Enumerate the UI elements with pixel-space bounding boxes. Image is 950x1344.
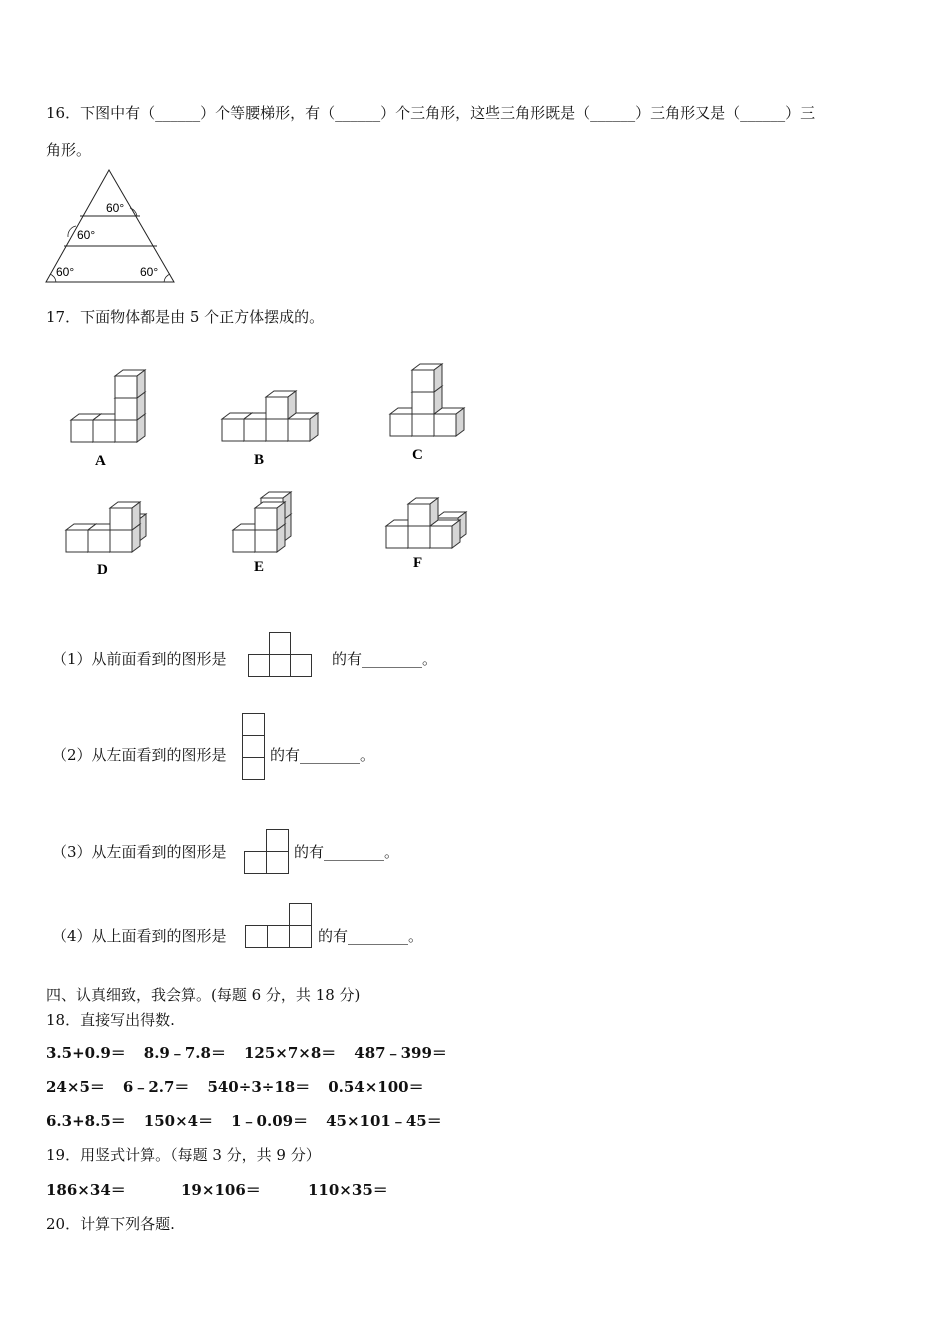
calc-item: 6.3+8.5＝ — [46, 1112, 126, 1130]
q20-title: 20．计算下列各题. — [46, 1215, 175, 1233]
calc-item: 540÷3÷18＝ — [207, 1078, 311, 1096]
q16-text-line2: 角形。 — [46, 141, 92, 159]
figure-label: E — [254, 559, 265, 575]
angle-label: 60° — [77, 228, 96, 242]
calc-item: 150×4＝ — [143, 1112, 214, 1130]
angle-label: 60° — [106, 201, 125, 215]
figure-label: D — [97, 562, 108, 578]
figure-label: F — [413, 555, 423, 571]
calc-item: 8.9﹣7.8＝ — [143, 1044, 226, 1062]
figure-d — [66, 502, 146, 552]
figure-label: C — [412, 447, 423, 463]
calc-item: 487﹣399＝ — [354, 1044, 447, 1062]
q17-sub1-answer: 的有________。 — [332, 650, 438, 668]
q17-sub4-answer: 的有________。 — [318, 927, 424, 945]
figure-e — [233, 492, 291, 552]
angle-label: 60° — [140, 265, 159, 279]
left-view-column-shape — [242, 713, 268, 783]
angle-label: 60° — [56, 265, 75, 279]
q18-row-3 — [46, 1111, 460, 1131]
figure-c — [390, 364, 464, 436]
q19-item: 186×34＝ — [46, 1181, 126, 1199]
q19-title: 19．用竖式计算。（每题 3 分，共 9 分） — [46, 1146, 321, 1164]
top-view-shape — [245, 903, 315, 949]
q17-sub3-answer: 的有________。 — [294, 843, 400, 861]
q17-sub1-prefix: （1）从前面看到的图形是 — [52, 650, 227, 668]
calc-item: 45×101﹣45＝ — [326, 1112, 442, 1130]
calc-item: 6﹣2.7＝ — [122, 1078, 190, 1096]
calc-item: 24×5＝ — [46, 1078, 105, 1096]
q17-sub3-prefix: （3）从左面看到的图形是 — [52, 843, 227, 861]
q16-text-line1: 16．下图中有（______）个等腰梯形，有（______）个三角形，这些三角形既是（______）三角形又是（______）三 — [46, 104, 816, 122]
calc-item: 125×7×8＝ — [243, 1044, 337, 1062]
q17-sub2-answer: 的有________。 — [270, 746, 376, 764]
front-view-shape — [248, 632, 316, 678]
section4-title: 四、认真细致，我会算。(每题 6 分，共 18 分) — [46, 986, 361, 1004]
figure-f — [386, 498, 466, 548]
calc-item: 3.5+0.9＝ — [46, 1044, 126, 1062]
calc-item: 0.54×100＝ — [328, 1078, 424, 1096]
q18-title: 18．直接写出得数. — [46, 1011, 175, 1029]
q17-sub2-prefix: （2）从左面看到的图形是 — [52, 746, 227, 764]
q17-sub4-prefix: （4）从上面看到的图形是 — [52, 927, 227, 945]
figure-b — [222, 391, 318, 441]
figure-label: A — [95, 453, 106, 469]
q18-row-2 — [46, 1077, 442, 1097]
figure-a — [71, 370, 145, 442]
left-view-l-shape — [244, 829, 292, 875]
q19-item: 19×106＝ — [181, 1181, 261, 1199]
figure-label: B — [254, 452, 265, 468]
q19-item: 110×35＝ — [308, 1181, 388, 1199]
q18-row-1 — [46, 1043, 465, 1063]
calc-item: 1﹣0.09＝ — [231, 1112, 309, 1130]
q17-title: 17．下面物体都是由 5 个正方体摆成的。 — [46, 308, 325, 326]
